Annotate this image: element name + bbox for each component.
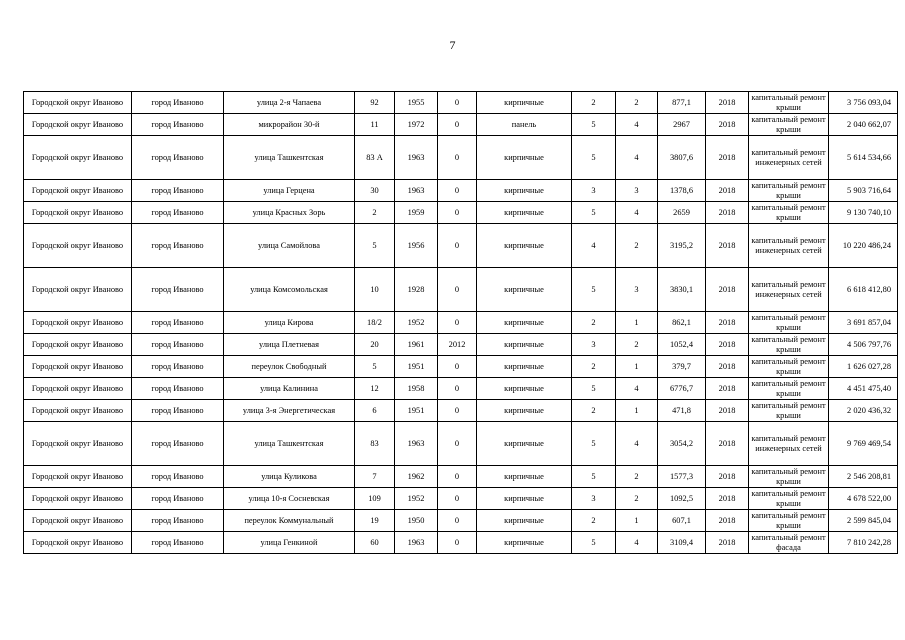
table-row (24, 356, 898, 378)
address-street-cell: улица Ташкентская (224, 136, 355, 180)
plan-year-cell: 2018 (706, 114, 749, 136)
cost-cell: 6 618 412,80 (829, 268, 898, 312)
table-row (24, 202, 898, 224)
year-built-cell: 1956 (395, 224, 438, 268)
year-built-cell: 1959 (395, 202, 438, 224)
house-number-cell: 5 (355, 356, 395, 378)
entrances-cell: 2 (616, 224, 658, 268)
wall-material-cell: кирпичные (477, 268, 572, 312)
municipality-cell: Городской округ Иваново (24, 378, 132, 400)
city-cell: город Иваново (132, 400, 224, 422)
area-cell: 862,1 (658, 312, 706, 334)
floors-cell: 5 (572, 114, 616, 136)
city-cell: город Иваново (132, 356, 224, 378)
house-number-cell: 19 (355, 510, 395, 532)
municipality-cell: Городской округ Иваново (24, 510, 132, 532)
city-cell: город Иваново (132, 378, 224, 400)
last-renovation-cell: 0 (438, 136, 477, 180)
city-cell: город Иваново (132, 136, 224, 180)
floors-cell: 2 (572, 510, 616, 532)
entrances-cell: 1 (616, 356, 658, 378)
last-renovation-cell: 0 (438, 400, 477, 422)
municipality-cell: Городской округ Иваново (24, 466, 132, 488)
floors-cell: 2 (572, 356, 616, 378)
work-type-cell: капитальный ремонт крыши (749, 114, 829, 136)
entrances-cell: 4 (616, 378, 658, 400)
city-cell: город Иваново (132, 202, 224, 224)
city-cell: город Иваново (132, 334, 224, 356)
city-cell: город Иваново (132, 268, 224, 312)
last-renovation-cell: 0 (438, 114, 477, 136)
cost-cell: 7 810 242,28 (829, 532, 898, 554)
wall-material-cell: кирпичные (477, 422, 572, 466)
work-type-cell: капитальный ремонт крыши (749, 488, 829, 510)
address-street-cell: улица Генкиной (224, 532, 355, 554)
address-street-cell: улица Кирова (224, 312, 355, 334)
plan-year-cell: 2018 (706, 532, 749, 554)
municipality-cell: Городской округ Иваново (24, 532, 132, 554)
entrances-cell: 2 (616, 466, 658, 488)
wall-material-cell: кирпичные (477, 312, 572, 334)
page-number: 7 (449, 38, 456, 52)
house-number-cell: 12 (355, 378, 395, 400)
plan-year-cell: 2018 (706, 510, 749, 532)
entrances-cell: 4 (616, 422, 658, 466)
table-row (24, 136, 898, 180)
year-built-cell: 1958 (395, 378, 438, 400)
city-cell: город Иваново (132, 466, 224, 488)
entrances-cell: 1 (616, 510, 658, 532)
last-renovation-cell: 2012 (438, 334, 477, 356)
municipality-cell: Городской округ Иваново (24, 422, 132, 466)
cost-cell: 3 756 093,04 (829, 92, 898, 114)
cost-cell: 2 546 208,81 (829, 466, 898, 488)
wall-material-cell: кирпичные (477, 180, 572, 202)
year-built-cell: 1955 (395, 92, 438, 114)
plan-year-cell: 2018 (706, 202, 749, 224)
floors-cell: 4 (572, 224, 616, 268)
cost-cell: 4 506 797,76 (829, 334, 898, 356)
table-row (24, 488, 898, 510)
work-type-cell: капитальный ремонт инженерных сетей (749, 224, 829, 268)
city-cell: город Иваново (132, 422, 224, 466)
last-renovation-cell: 0 (438, 268, 477, 312)
work-type-cell: капитальный ремонт крыши (749, 312, 829, 334)
area-cell: 3109,4 (658, 532, 706, 554)
address-street-cell: улица Красных Зорь (224, 202, 355, 224)
house-number-cell: 7 (355, 466, 395, 488)
floors-cell: 5 (572, 136, 616, 180)
plan-year-cell: 2018 (706, 180, 749, 202)
entrances-cell: 2 (616, 334, 658, 356)
wall-material-cell: кирпичные (477, 532, 572, 554)
year-built-cell: 1952 (395, 312, 438, 334)
year-built-cell: 1963 (395, 422, 438, 466)
city-cell: город Иваново (132, 510, 224, 532)
municipality-cell: Городской округ Иваново (24, 400, 132, 422)
last-renovation-cell: 0 (438, 488, 477, 510)
house-number-cell: 60 (355, 532, 395, 554)
last-renovation-cell: 0 (438, 224, 477, 268)
cost-cell: 2 599 845,04 (829, 510, 898, 532)
plan-year-cell: 2018 (706, 334, 749, 356)
year-built-cell: 1963 (395, 136, 438, 180)
year-built-cell: 1963 (395, 532, 438, 554)
wall-material-cell: кирпичные (477, 356, 572, 378)
last-renovation-cell: 0 (438, 510, 477, 532)
municipality-cell: Городской округ Иваново (24, 180, 132, 202)
city-cell: город Иваново (132, 92, 224, 114)
address-street-cell: улица Герцена (224, 180, 355, 202)
house-number-cell: 11 (355, 114, 395, 136)
area-cell: 877,1 (658, 92, 706, 114)
table-row (24, 510, 898, 532)
wall-material-cell: панель (477, 114, 572, 136)
work-type-cell: капитальный ремонт крыши (749, 466, 829, 488)
area-cell: 2967 (658, 114, 706, 136)
work-type-cell: капитальный ремонт крыши (749, 510, 829, 532)
city-cell: город Иваново (132, 312, 224, 334)
cost-cell: 9 769 469,54 (829, 422, 898, 466)
address-street-cell: улица Плетневая (224, 334, 355, 356)
work-type-cell: капитальный ремонт крыши (749, 92, 829, 114)
municipality-cell: Городской округ Иваново (24, 488, 132, 510)
municipality-cell: Городской округ Иваново (24, 114, 132, 136)
year-built-cell: 1950 (395, 510, 438, 532)
house-number-cell: 20 (355, 334, 395, 356)
municipality-cell: Городской округ Иваново (24, 136, 132, 180)
year-built-cell: 1962 (395, 466, 438, 488)
address-street-cell: улица Комсомольская (224, 268, 355, 312)
floors-cell: 5 (572, 532, 616, 554)
house-number-cell: 30 (355, 180, 395, 202)
house-number-cell: 6 (355, 400, 395, 422)
wall-material-cell: кирпичные (477, 510, 572, 532)
municipality-cell: Городской округ Иваново (24, 312, 132, 334)
plan-year-cell: 2018 (706, 224, 749, 268)
address-street-cell: улица 10-я Сосневская (224, 488, 355, 510)
table-row (24, 378, 898, 400)
entrances-cell: 3 (616, 180, 658, 202)
table-row (24, 422, 898, 466)
plan-year-cell: 2018 (706, 356, 749, 378)
floors-cell: 3 (572, 180, 616, 202)
table-row (24, 224, 898, 268)
last-renovation-cell: 0 (438, 378, 477, 400)
entrances-cell: 4 (616, 114, 658, 136)
last-renovation-cell: 0 (438, 466, 477, 488)
year-built-cell: 1961 (395, 334, 438, 356)
work-type-cell: капитальный ремонт крыши (749, 400, 829, 422)
address-street-cell: улица Калинина (224, 378, 355, 400)
table-row (24, 268, 898, 312)
entrances-cell: 2 (616, 92, 658, 114)
municipality-cell: Городской округ Иваново (24, 224, 132, 268)
area-cell: 1052,4 (658, 334, 706, 356)
plan-year-cell: 2018 (706, 488, 749, 510)
entrances-cell: 4 (616, 532, 658, 554)
work-type-cell: капитальный ремонт инженерных сетей (749, 422, 829, 466)
address-street-cell: улица Самойлова (224, 224, 355, 268)
plan-year-cell: 2018 (706, 422, 749, 466)
area-cell: 471,8 (658, 400, 706, 422)
year-built-cell: 1952 (395, 488, 438, 510)
table-row (24, 92, 898, 114)
plan-year-cell: 2018 (706, 400, 749, 422)
city-cell: город Иваново (132, 532, 224, 554)
last-renovation-cell: 0 (438, 180, 477, 202)
table-row (24, 114, 898, 136)
cost-cell: 2 040 662,07 (829, 114, 898, 136)
last-renovation-cell: 0 (438, 356, 477, 378)
plan-year-cell: 2018 (706, 92, 749, 114)
address-street-cell: улица Ташкентская (224, 422, 355, 466)
area-cell: 2659 (658, 202, 706, 224)
cost-cell: 10 220 486,24 (829, 224, 898, 268)
floors-cell: 3 (572, 488, 616, 510)
floors-cell: 2 (572, 92, 616, 114)
work-type-cell: капитальный ремонт крыши (749, 356, 829, 378)
area-cell: 3807,6 (658, 136, 706, 180)
address-street-cell: улица 3-я Энергетическая (224, 400, 355, 422)
area-cell: 1577,3 (658, 466, 706, 488)
table-row (24, 466, 898, 488)
house-number-cell: 83 А (355, 136, 395, 180)
address-street-cell: переулок Свободный (224, 356, 355, 378)
city-cell: город Иваново (132, 114, 224, 136)
work-type-cell: капитальный ремонт крыши (749, 334, 829, 356)
table-row (24, 334, 898, 356)
municipality-cell: Городской округ Иваново (24, 92, 132, 114)
entrances-cell: 4 (616, 202, 658, 224)
year-built-cell: 1951 (395, 400, 438, 422)
wall-material-cell: кирпичные (477, 400, 572, 422)
cost-cell: 3 691 857,04 (829, 312, 898, 334)
house-number-cell: 2 (355, 202, 395, 224)
cost-cell: 4 678 522,00 (829, 488, 898, 510)
plan-year-cell: 2018 (706, 466, 749, 488)
entrances-cell: 3 (616, 268, 658, 312)
address-street-cell: переулок Коммунальный (224, 510, 355, 532)
cost-cell: 4 451 475,40 (829, 378, 898, 400)
area-cell: 6776,7 (658, 378, 706, 400)
work-type-cell: капитальный ремонт инженерных сетей (749, 268, 829, 312)
wall-material-cell: кирпичные (477, 92, 572, 114)
year-built-cell: 1963 (395, 180, 438, 202)
cost-cell: 5 903 716,64 (829, 180, 898, 202)
house-number-cell: 83 (355, 422, 395, 466)
floors-cell: 2 (572, 400, 616, 422)
table-row (24, 312, 898, 334)
floors-cell: 5 (572, 466, 616, 488)
wall-material-cell: кирпичные (477, 488, 572, 510)
table-row (24, 180, 898, 202)
address-street-cell: микрорайон 30-й (224, 114, 355, 136)
wall-material-cell: кирпичные (477, 202, 572, 224)
area-cell: 1092,5 (658, 488, 706, 510)
year-built-cell: 1972 (395, 114, 438, 136)
entrances-cell: 1 (616, 312, 658, 334)
last-renovation-cell: 0 (438, 92, 477, 114)
area-cell: 3830,1 (658, 268, 706, 312)
city-cell: город Иваново (132, 224, 224, 268)
entrances-cell: 2 (616, 488, 658, 510)
house-number-cell: 18/2 (355, 312, 395, 334)
address-street-cell: улица 2-я Чапаева (224, 92, 355, 114)
wall-material-cell: кирпичные (477, 136, 572, 180)
area-cell: 3054,2 (658, 422, 706, 466)
city-cell: город Иваново (132, 488, 224, 510)
area-cell: 1378,6 (658, 180, 706, 202)
last-renovation-cell: 0 (438, 202, 477, 224)
municipality-cell: Городской округ Иваново (24, 202, 132, 224)
wall-material-cell: кирпичные (477, 224, 572, 268)
plan-year-cell: 2018 (706, 136, 749, 180)
work-type-cell: капитальный ремонт фасада (749, 532, 829, 554)
plan-year-cell: 2018 (706, 312, 749, 334)
municipality-cell: Городской округ Иваново (24, 334, 132, 356)
area-cell: 379,7 (658, 356, 706, 378)
area-cell: 3195,2 (658, 224, 706, 268)
city-cell: город Иваново (132, 180, 224, 202)
house-number-cell: 92 (355, 92, 395, 114)
cost-cell: 9 130 740,10 (829, 202, 898, 224)
house-number-cell: 5 (355, 224, 395, 268)
year-built-cell: 1951 (395, 356, 438, 378)
area-cell: 607,1 (658, 510, 706, 532)
work-type-cell: капитальный ремонт крыши (749, 180, 829, 202)
floors-cell: 5 (572, 422, 616, 466)
floors-cell: 2 (572, 312, 616, 334)
work-type-cell: капитальный ремонт крыши (749, 202, 829, 224)
last-renovation-cell: 0 (438, 422, 477, 466)
address-street-cell: улица Куликова (224, 466, 355, 488)
wall-material-cell: кирпичные (477, 466, 572, 488)
work-type-cell: капитальный ремонт крыши (749, 378, 829, 400)
entrances-cell: 1 (616, 400, 658, 422)
wall-material-cell: кирпичные (477, 334, 572, 356)
plan-year-cell: 2018 (706, 268, 749, 312)
cost-cell: 1 626 027,28 (829, 356, 898, 378)
last-renovation-cell: 0 (438, 532, 477, 554)
work-type-cell: капитальный ремонт инженерных сетей (749, 136, 829, 180)
cost-cell: 2 020 436,32 (829, 400, 898, 422)
wall-material-cell: кирпичные (477, 378, 572, 400)
floors-cell: 3 (572, 334, 616, 356)
plan-year-cell: 2018 (706, 378, 749, 400)
house-number-cell: 10 (355, 268, 395, 312)
house-number-cell: 109 (355, 488, 395, 510)
last-renovation-cell: 0 (438, 312, 477, 334)
floors-cell: 5 (572, 268, 616, 312)
year-built-cell: 1928 (395, 268, 438, 312)
table-row (24, 532, 898, 554)
municipality-cell: Городской округ Иваново (24, 268, 132, 312)
floors-cell: 5 (572, 378, 616, 400)
municipality-cell: Городской округ Иваново (24, 356, 132, 378)
table-row (24, 400, 898, 422)
cost-cell: 5 614 534,66 (829, 136, 898, 180)
floors-cell: 5 (572, 202, 616, 224)
entrances-cell: 4 (616, 136, 658, 180)
housing-repair-table (23, 91, 898, 554)
